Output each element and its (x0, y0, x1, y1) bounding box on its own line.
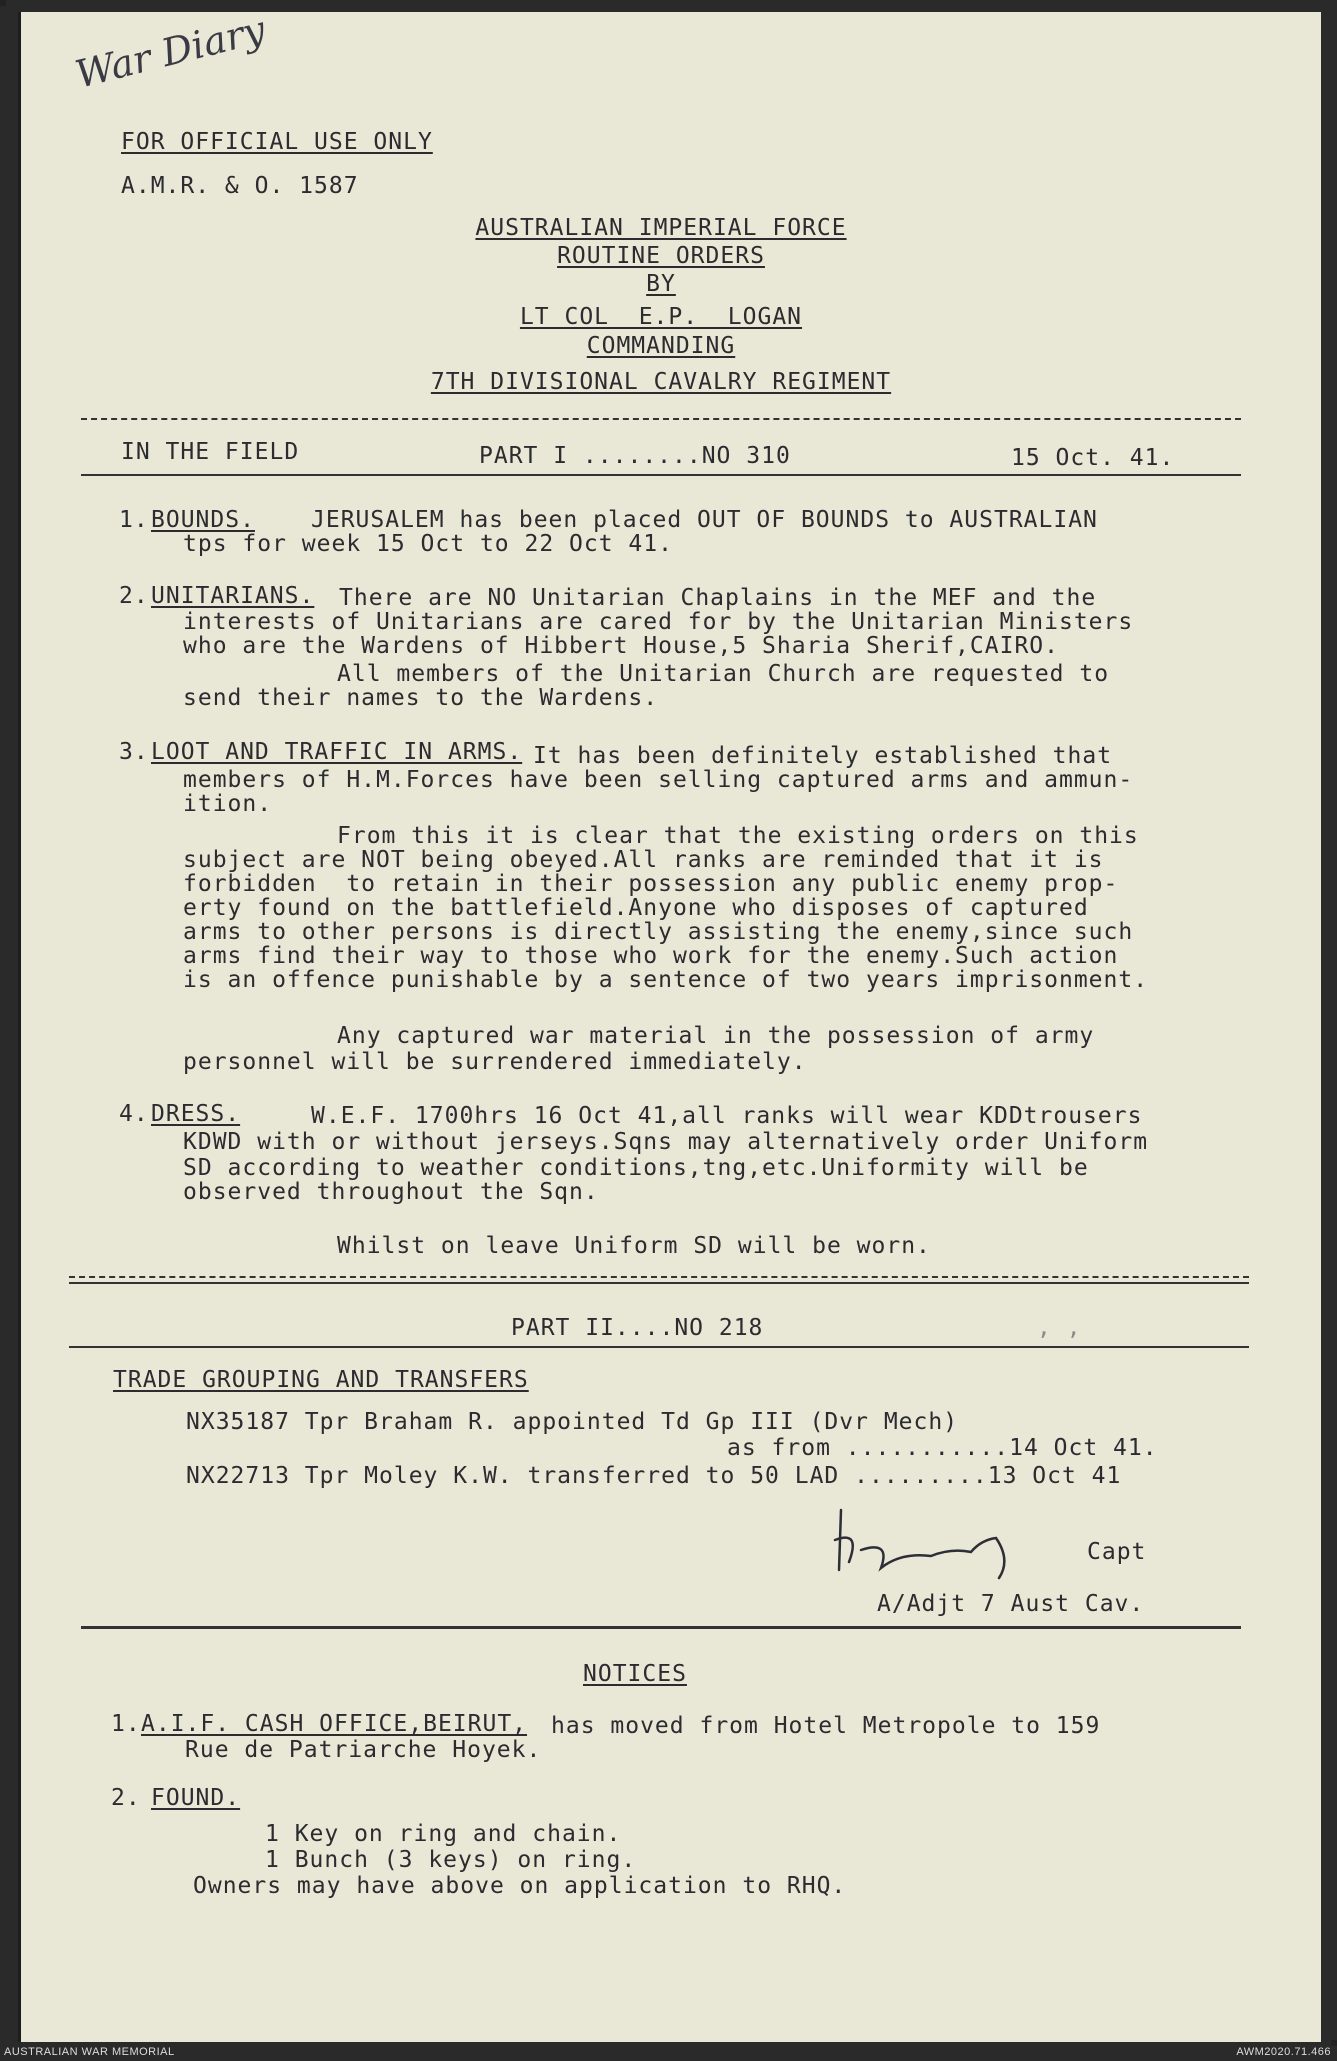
item-3-line-12: personnel will be surrendered immediately. (183, 1049, 807, 1075)
corner-mark-top-left (0, 0, 6, 6)
title-line-1: AUSTRALIAN IMPERIAL FORCE (475, 215, 847, 241)
item-2-heading: UNITARIANS. (151, 583, 315, 609)
title-line-5: COMMANDING (586, 333, 736, 359)
rule-top (81, 418, 1241, 420)
item-3-line-4: From this it is clear that the existing orders on this (337, 823, 1139, 849)
notices-heading: NOTICES (583, 1661, 687, 1687)
item-2-line-1: There are NO Unitarian Chaplains in the MEF and the (339, 585, 1097, 611)
transfer-entry-1: NX35187 Tpr Braham R. appointed Td Gp III (Dvr Mech) (186, 1409, 959, 1435)
document-page (18, 7, 1321, 2042)
notice-2-line-3: Owners may have above on application to RHQ. (193, 1873, 847, 1899)
corner-mark-bottom-right (1331, 2040, 1337, 2046)
notice-1-number: 1. (111, 1711, 141, 1737)
notice-2-line-1: 1 Key on ring and chain. (265, 1821, 622, 1847)
handwritten-annotation: War Diary (71, 7, 270, 97)
notice-1-line-2: Rue de Patriarche Hoyek. (185, 1737, 542, 1763)
notice-2-number: 2. (111, 1785, 141, 1811)
part2-date-mark: , , (1037, 1315, 1082, 1341)
item-3-line-11: Any captured war material in the possession of army (337, 1023, 1095, 1049)
footer-left: AUSTRALIAN WAR MEMORIAL (4, 2046, 175, 2058)
item-3-line-9: arms find their way to those who work for the enemy.Such action (183, 943, 1119, 969)
signature-rank: Capt (1087, 1539, 1147, 1565)
item-1-heading: BOUNDS. (151, 507, 255, 533)
trade-grouping-heading: TRADE GROUPING AND TRANSFERS (113, 1367, 529, 1393)
part1-number: PART I ........NO 310 (479, 443, 791, 469)
item-3-line-10: is an offence punishable by a sentence of two years imprisonment. (183, 967, 1149, 993)
item-3-heading: LOOT AND TRAFFIC IN ARMS. (151, 739, 523, 765)
item-4-line-2: KDWD with or without jerseys.Sqns may alternatively order Uniform (183, 1129, 1149, 1155)
item-2-line-4: All members of the Unitarian Church are requested to (337, 661, 1110, 687)
title-line-6: 7TH DIVISIONAL CAVALRY REGIMENT (430, 369, 892, 395)
item-1-line-1: JERUSALEM has been placed OUT OF BOUNDS to AUSTRALIAN (311, 507, 1098, 533)
notice-1-heading: A.I.F. CASH OFFICE,BEIRUT, (141, 1711, 528, 1737)
item-3-number: 3. (119, 739, 149, 765)
rule-part1 (81, 474, 1241, 476)
item-2-number: 2. (119, 583, 149, 609)
signature-title: A/Adjt 7 Aust Cav. (877, 1591, 1145, 1617)
item-4-line-5: Whilst on leave Uniform SD will be worn. (337, 1233, 931, 1259)
item-3-line-5: subject are NOT being obeyed.All ranks are reminded that it is (183, 847, 1104, 873)
item-3-line-1: It has been definitely established that (533, 743, 1113, 769)
item-2-line-3: who are the Wardens of Hibbert House,5 Sharia Sherif,CAIRO. (183, 633, 1059, 659)
notice-2-heading: FOUND. (151, 1785, 241, 1811)
item-4-line-4: observed throughout the Sqn. (183, 1179, 599, 1205)
title-line-3: BY (646, 271, 676, 297)
item-2-line-2: interests of Unitarians are cared for by the Unitarian Ministers (183, 609, 1134, 635)
item-4-line-3: SD according to weather conditions,tng,etc.Uniformity will be (183, 1155, 1089, 1181)
item-3-line-3: ition. (183, 791, 273, 817)
footer-right: AWM2020.71.466 (1236, 2046, 1331, 2058)
transfer-entry-2: NX22713 Tpr Moley K.W. transferred to 50 LAD .........13 Oct 41 (186, 1463, 1122, 1489)
item-3-line-7: erty found on the battlefield.Anyone who disposes of captured (183, 895, 1089, 921)
item-2-line-5: send their names to the Wardens. (183, 685, 659, 711)
rule-part2-top (69, 1276, 1249, 1278)
classification-label: FOR OFFICIAL USE ONLY (121, 129, 433, 155)
rule-part2-top-2 (69, 1282, 1249, 1284)
part2-number: PART II....NO 218 (511, 1315, 764, 1341)
signature-image (821, 1500, 1091, 1580)
part1-date: 15 Oct. 41. (1011, 445, 1175, 471)
notice-1-line-1: has moved from Hotel Metropole to 159 (551, 1713, 1101, 1739)
rule-part2 (69, 1346, 1249, 1348)
item-3-line-2: members of H.M.Forces have been selling captured arms and ammun- (183, 767, 1134, 793)
title-line-2: ROUTINE ORDERS (557, 243, 765, 269)
reference-number: A.M.R. & O. 1587 (121, 173, 359, 199)
item-4-line-1: W.E.F. 1700hrs 16 Oct 41,all ranks will wear KDDtrousers (311, 1103, 1143, 1129)
item-1-number: 1. (119, 507, 149, 533)
title-line-4: LT COL E.P. LOGAN (519, 304, 803, 330)
rule-notices (81, 1626, 1241, 1629)
item-4-heading: DRESS. (151, 1101, 241, 1127)
transfer-entry-1-date: as from ...........14 Oct 41. (727, 1435, 1158, 1461)
item-4-number: 4. (119, 1101, 149, 1127)
item-1-line-2: tps for week 15 Oct to 22 Oct 41. (183, 531, 673, 557)
item-3-line-6: forbidden to retain in their possession any public enemy prop- (183, 871, 1119, 897)
notice-2-line-2: 1 Bunch (3 keys) on ring. (265, 1847, 637, 1873)
part1-location: IN THE FIELD (121, 439, 300, 465)
item-3-line-8: arms to other persons is directly assisting the enemy,since such (183, 919, 1134, 945)
